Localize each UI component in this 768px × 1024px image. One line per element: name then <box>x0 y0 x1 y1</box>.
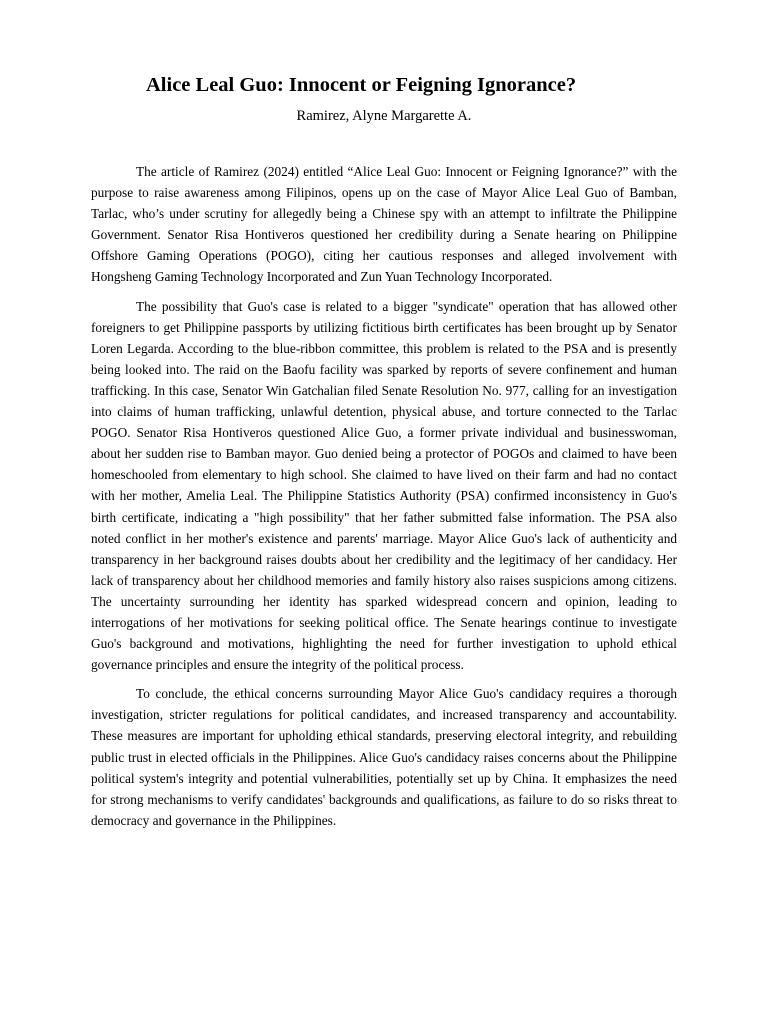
body-paragraph-3: To conclude, the ethical concerns surrounding Mayor Alice Guo's candidacy requires a thorough investigation, stricter regulations for political candidates, and increased transparency and accountability. These measures are important for upholding ethical standards, preserving electoral integrity, and rebuilding public trust in elected officials in the Philippines. Alice Guo's candidacy raises concerns about the Philippine political system's integrity and potential vulnerabilities, potentially set up by China. It emphasizes the need for strong mechanisms to verify candidates' backgrounds and qualifications, as failure to do so risks threat to democracy and governance in the Philippines. <box>91 686 677 828</box>
document-author: Ramirez, Alyne Margarette A. <box>296 108 472 124</box>
body-paragraph-2: The possibility that Guo's case is related to a bigger "syndicate" operation that has allowed other foreigners to get Philippine passports by utilizing fictitious birth certificates has been brought up by Senator Loren Legarda. According to the blue-ribbon committee, this problem is related to the PSA and is presently being looked into. The raid on the Baofu facility was sparked by reports of severe confinement and human trafficking. In this case, Senator Win Gatchalian filed Senate Resolution No. 977, calling for an investigation into claims of human trafficking, unlawful detention, physical abuse, and torture connected to the Tarlac POGO. Senator Risa Hontiveros questioned Alice Guo, a former private individual and businesswoman, about her sudden rise to Bamban mayor. Guo denied being a protector of POGOs and claimed to have been homeschooled from elementary to high school. She claimed to have lived on their farm and had no contact with her mother, Amelia Leal. The Philippine Statistics Authority (PSA) confirmed inconsistency in Guo's birth certificate, indicating a "high possibility" that her father submitted false information. The PSA also noted conflict in her mother's existence and parents' marriage. Mayor Alice Guo's lack of authenticity and transparency in her background raises doubts about her credibility and the legitimacy of her candidacy. Her lack of transparency about her childhood memories and family history also raises suspicions among citizens. The uncertainty surrounding her identity has sparked widespread concern and opinion, leading to interrogations of her motivations for seeking political office. The Senate hearings continue to investigate Guo's background and motivations, highlighting the need for further investigation to uphold ethical governance principles and ensure the integrity of the political process. <box>91 298 677 673</box>
document-page <box>91 70 677 839</box>
document-title: Alice Leal Guo: Innocent or Feigning Ignorance? <box>146 74 577 96</box>
body-paragraph-1: The article of Ramirez (2024) entitled “Alice Leal Guo: Innocent or Feigning Ignorance?” with the purpose to raise awareness among Filipinos, opens up on the case of Mayor Alice Leal Guo of Bamban, Tarlac, who’s under scrutiny for allegedly being a Chinese spy with an attempt to infiltrate the Philippine Government. Senator Risa Hontiveros questioned her credibility during a Senate hearing on Philippine Offshore Gaming Operations (POGO), citing her cautious responses and alleged involvement with Hongsheng Gaming Technology Incorporated and Zun Yuan Technology Incorporated. <box>91 164 677 285</box>
